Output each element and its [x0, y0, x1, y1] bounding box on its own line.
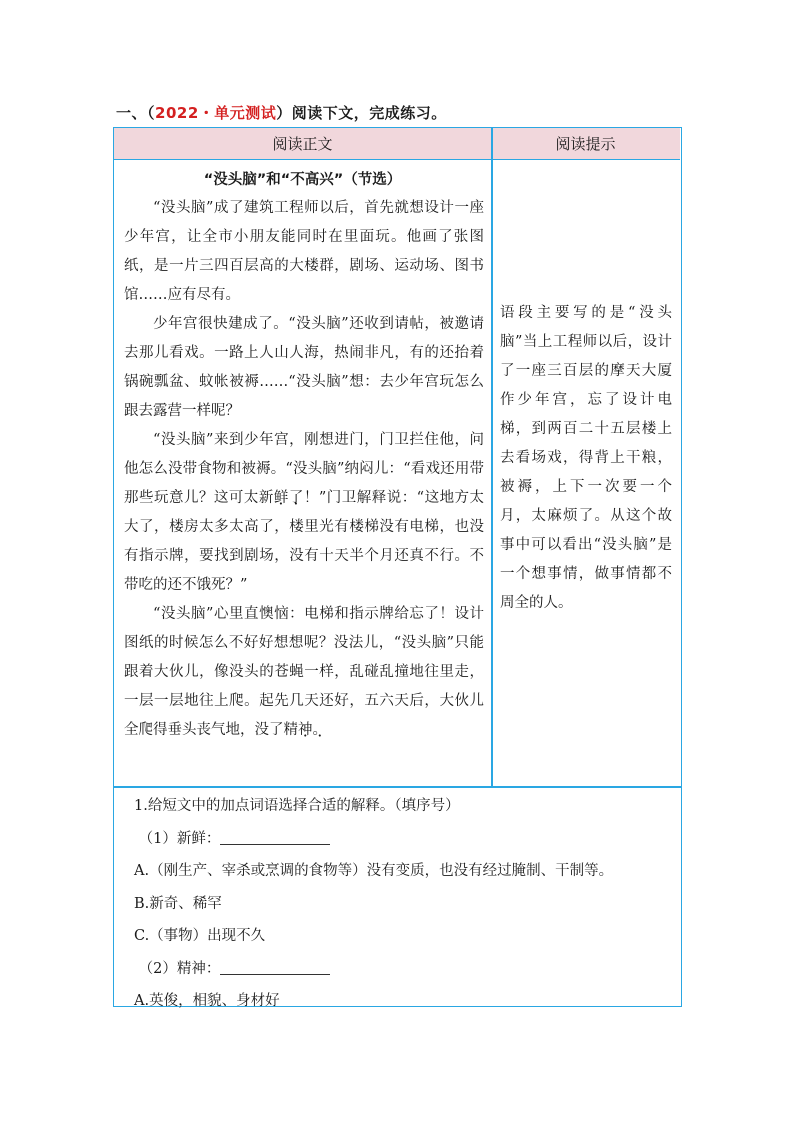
exercise-section [134, 790, 674, 1018]
option-1c: C.（事物）出现不久 [134, 928, 266, 944]
paragraph-2: 少年宫很快建成了。“没头脑”还收到请帖，被邀请去那儿看戏。一路上人山人海，热闹非凡，有的还抬着锅碗瓢盆、蚊帐被褥……“没头脑”想：去少年宫玩怎么跟去露营一样呢？ [124, 316, 484, 419]
paragraph-3: “没头脑”来到少年宫，刚想进门，门卫拦住他，问他怎么没带食物和被褥。“没头脑”纳闷儿：“看戏还用带那些玩意儿？这可太新鲜了！”门卫解释说：“这地方太大了，楼房太多太高了，楼里光有楼梯没有电梯，也没有指示牌，要找到剧场，没有十天半个月还真不行。不带吃的还不饿死？” [124, 432, 485, 593]
reading-table [113, 127, 682, 1007]
passage-body [124, 194, 484, 745]
dotted-char: 鲜 [273, 490, 289, 506]
header-reading-text: 阅读正文 [114, 128, 491, 160]
dotted-char: 新 [258, 490, 274, 506]
paragraph-1: “没头脑”成了建筑工程师以后，首先就想设计一座少年宫，让全市小朋友能同时在里面玩。他画了张图纸，是一片三四百层高的大楼群，剧场、运动场、图书馆……应有尽有。 [124, 200, 484, 303]
exercise-sub1: （1）新鲜： [134, 823, 674, 856]
row-divider [114, 786, 681, 788]
column-divider [491, 128, 493, 787]
question-instruction: ）阅读下文，完成练习。 [276, 104, 447, 122]
question-heading [116, 102, 447, 123]
exercise-q1: 1.给短文中的加点词语选择合适的解释。（填序号） [134, 798, 460, 814]
passage-title: “没头脑”和“不高兴”（节选） [203, 172, 402, 188]
exercise-sub2: （2）精神： [134, 953, 674, 986]
reading-tip-text: 语段主要写的是“没头脑”当上工程师以后，设计了一座三百层的摩天大厦作少年宫，忘了设计电梯，到两百二十五层楼上去看场戏，得背上干粮，被褥，上下一次要一个月，太麻烦了。从这个故事中可以看出“没头脑”是一个想事情，做事情都不周全的人。 [500, 305, 672, 611]
dotted-char: 神 [298, 722, 313, 738]
option-1b: B.新奇、稀罕 [134, 895, 222, 912]
option-1a: A.（刚生产、宰杀或烹调的食物等）没有变质，也没有经过腌制、干制等。 [134, 863, 614, 879]
option-2a: A.英俊，相貌、身材好 [134, 993, 280, 1009]
answer-blank-2[interactable] [220, 956, 330, 975]
answer-blank-1[interactable] [220, 826, 330, 845]
question-prefix: 一、（ [116, 104, 156, 122]
source-tag: 2022・单元测试 [155, 104, 277, 122]
dotted-char: 精 [283, 722, 298, 738]
header-reading-tip: 阅读提示 [491, 128, 680, 160]
paragraph-4: “没头脑”心里直懊恼：电梯和指示牌给忘了！设计图纸的时候怎么不好好想想呢？没法儿，“没头脑”只能跟着大伙儿，像没头的苍蝇一样，乱碰乱撞地往里走，一层一层地往上爬。起先几天还好，五六天后，大伙儿全爬得垂头丧气地，没了精神。 [124, 606, 484, 738]
